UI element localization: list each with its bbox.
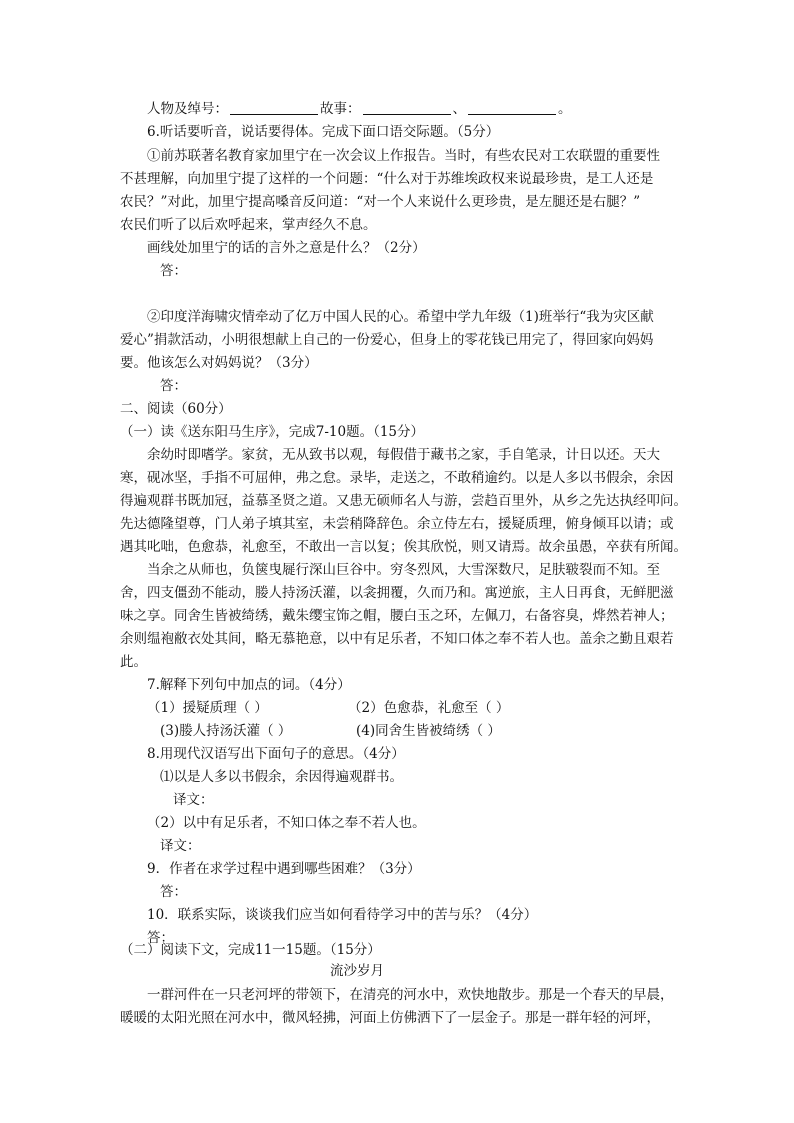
passage-line: 舍，四支僵劲不能动，媵人持汤沃灌，以衾拥覆，久而乃和。寓逆旅，主人日再食，无鲜肥滋 [120,585,674,601]
question-line: 画线处加里宁的话的言外之意是什么？（2分） [147,240,426,256]
paragraph-line: 要。他该怎么对妈妈说？（3分） [120,355,318,371]
answer-label: 答： [160,884,187,900]
subsection-heading: （二）阅读下文，完成11一15题。（15分） [120,942,381,958]
character-label: 人物及绰号： [147,101,228,117]
answer-label: 答： [147,930,174,946]
translation-label: 译文： [173,792,214,808]
passage-line: 得遍观群书既加冠，益慕圣贤之道。又患无硕师名人与游，尝趋百里外，从乡之先达执经叩问。 [120,493,687,509]
passage-line: 味之享。同舍生皆被绮绣，戴朱缨宝饰之帽，腰白玉之环，左佩刀，右备容臭，烨然若神人； [120,608,674,624]
question-9: 9．作者在求学过程中遇到哪些困难？（3分） [147,861,421,877]
passage-line: 当余之从师也，负箧曳屣行深山巨谷中。穷冬烈风，大雪深数尺，足肤皲裂而不知。至 [147,562,660,578]
question-7-item-3: (3)媵人持汤沃灌（ ） [160,723,292,739]
paragraph-line: 爱心”捐款活动，小明很想献上自己的一份爱心，但身上的零花钱已用完了，得回家向妈妈 [120,332,654,348]
question-6: 6.听话要听音，说话要得体。完成下面口语交际题。（5分） [147,124,500,140]
passage-line: 先达德隆望尊，门人弟子填其室，未尝稍降辞色。余立侍左右，援疑质理，俯身倾耳以请；或 [120,516,674,532]
paragraph-line: 不甚理解，向加里宁提了这样的一个问题：“什么对于苏维埃政权来说最珍贵，是工人还是 [120,171,654,187]
translation-label: 译文： [160,838,201,854]
passage-line: 一群河件在一只老河坪的带领下，在清亮的河水中，欢快地散步。那是一个春天的早晨， [147,987,674,1003]
subsection-heading: （一）读《送东阳马生序》，完成7-10题。（15分） [120,424,425,440]
passage-title: 流沙岁月 [330,963,384,979]
answer-blank [230,100,318,115]
question-7-item-2: （2）色愈恭，礼愈至（ ） [348,700,510,716]
paragraph-line: 农民？”对此，加里宁提高嗓音反问道：“对一个人来说什么更珍贵，是左腿还是右腿？” [120,194,641,210]
paragraph-line: ②印度洋海啸灾情牵动了亿万中国人民的心。希望中学九年级（1)班举行“我为灾区献 [147,309,654,325]
character-nickname-line: 人物及绰号： 故事： 、 。 [147,101,572,117]
passage-line: 遇其叱咄，色愈恭，礼愈至，不敢出一言以复；俟其欣悦，则又请焉。故余虽愚，卒获有所闻。 [120,539,687,555]
passage-line: 余则缊袍敝衣处其间，略无慕艳意，以中有足乐者，不知口体之奉不若人也。盖余之勤且艰若 [120,631,674,647]
question-7: 7.解释下列句中加点的词。（4分） [147,677,351,693]
answer-label: 答： [160,263,187,279]
question-7-item-4: (4)同舍生皆被绮绣（ ） [356,723,501,739]
answer-blank [468,100,556,115]
paragraph-line: 农民们听了以后欢呼起来，掌声经久不息。 [120,217,377,233]
answer-label: 答： [160,378,187,394]
passage-line: 此。 [120,654,147,670]
question-10: 10．联系实际，谈谈我们应当如何看待学习中的苦与乐？（4分） [147,907,538,923]
question-8-item-1: ⑴以是人多以书假余，余因得遍观群书。 [160,769,403,785]
section-heading: 二、阅读（60分） [120,401,232,417]
question-7-item-1: （1）援疑质理（ ） [147,700,268,716]
paragraph-line: ①前苏联著名教育家加里宁在一次会议上作报告。当时，有些农民对工农联盟的重要性 [147,148,660,164]
question-8-item-2: （2）以中有足乐者，不知口体之奉不若人也。 [147,815,426,831]
passage-line: 余幼时即嗜学。家贫，无从致书以观，每假借于藏书之家，手自笔录，计日以还。天大 [147,447,660,463]
passage-line: 暖暖的太阳光照在河水中，微风轻拂，河面上仿佛洒下了一层金子。那是一群年轻的河坪， [120,1010,660,1026]
passage-line: 寒，砚冰坚，手指不可屈伸，弗之怠。录毕，走送之，不敢稍逾约。以是人多以书假余，余因 [120,470,674,486]
question-8: 8.用现代汉语写出下面句子的意思。（4分） [147,746,405,762]
answer-blank [363,100,451,115]
story-label: 故事： [320,101,361,117]
